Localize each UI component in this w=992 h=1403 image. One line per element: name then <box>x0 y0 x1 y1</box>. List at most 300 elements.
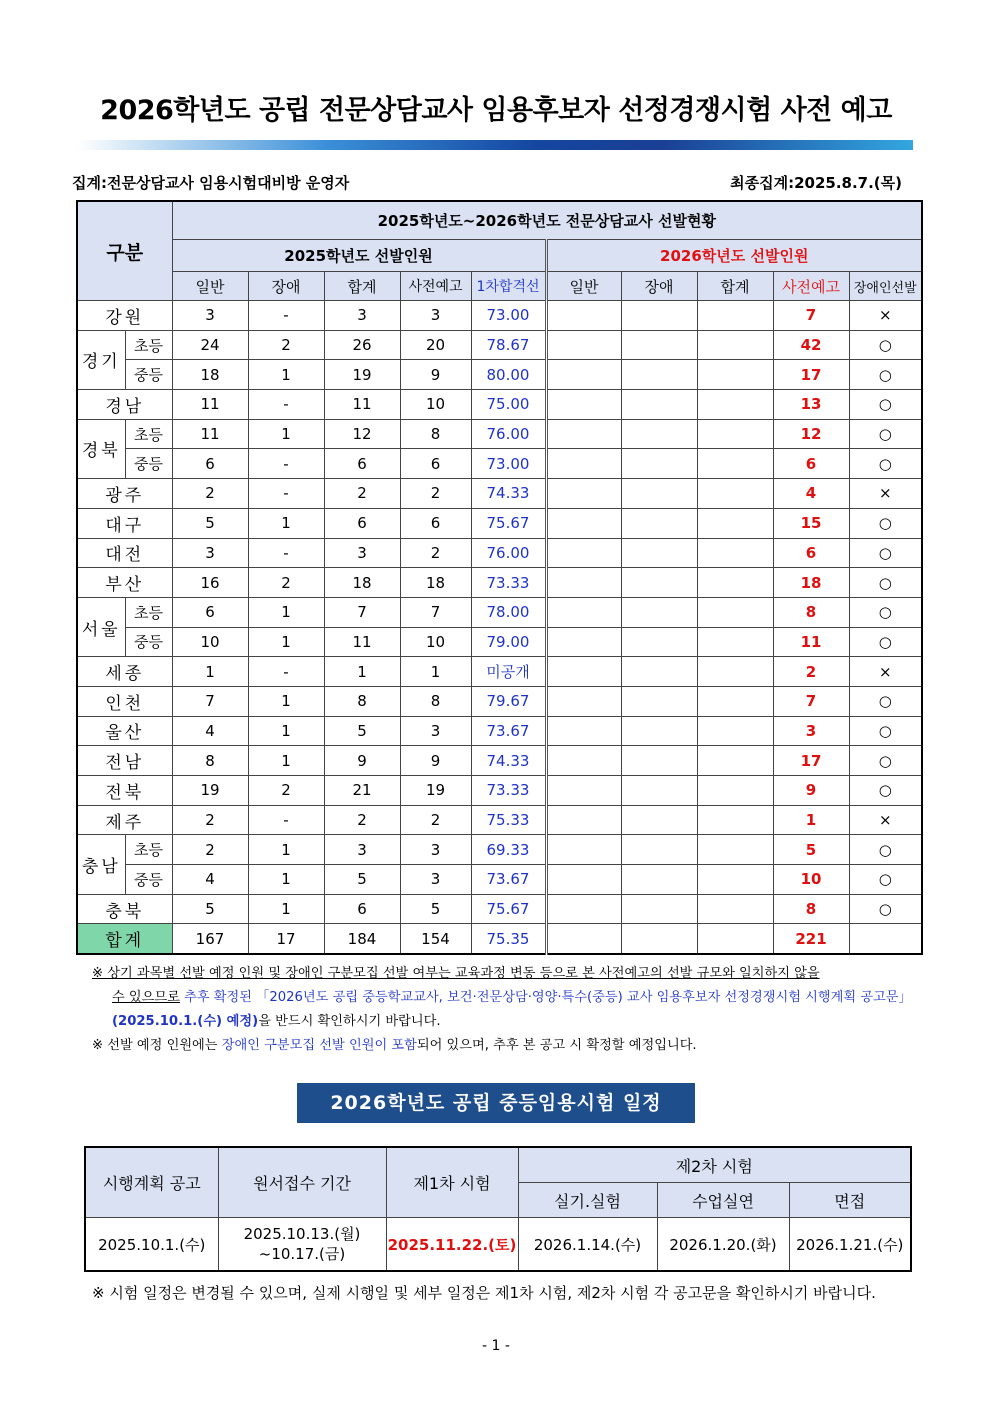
practical-date: 2026.1.14.(수) <box>518 1218 657 1272</box>
cutoff-cell: 73.67 <box>471 716 546 746</box>
table-cell: - <box>248 301 324 331</box>
table-cell: 3 <box>172 538 248 568</box>
table-cell: 6 <box>324 449 400 479</box>
cutoff-cell: 75.33 <box>471 805 546 835</box>
region-cell: 대전 <box>77 538 172 568</box>
table-cell: 2 <box>172 479 248 509</box>
cutoff-cell: 73.00 <box>471 449 546 479</box>
page-title: 2026학년도 공립 전문상담교사 임용후보자 선정경쟁시험 사전 예고 <box>100 95 892 126</box>
empty-cell <box>546 716 621 746</box>
table-cell: 1 <box>248 508 324 538</box>
table-cell: 20 <box>400 330 471 360</box>
table-row <box>77 894 922 924</box>
total-label: 합계 <box>77 924 172 954</box>
preannounce-cell: 1 <box>773 805 849 835</box>
table-row <box>77 568 922 598</box>
empty-cell <box>621 419 697 449</box>
disabled-select-cell: ○ <box>849 508 922 538</box>
preannounce-cell: 8 <box>773 597 849 627</box>
table-cell: 3 <box>400 301 471 331</box>
table-cell: 184 <box>324 924 400 954</box>
empty-cell <box>621 746 697 776</box>
first-exam-header: 제1차 시험 <box>386 1147 518 1218</box>
preannounce-cell: 7 <box>773 301 849 331</box>
table-cell: 10 <box>400 390 471 420</box>
table-cell: 1 <box>400 657 471 687</box>
cutoff-cell: 75.67 <box>471 894 546 924</box>
selection-table <box>76 200 923 955</box>
empty-cell <box>546 776 621 806</box>
table-row <box>77 805 922 835</box>
table-cell: 7 <box>324 597 400 627</box>
region-cell: 인천 <box>77 686 172 716</box>
empty-cell <box>697 627 773 657</box>
subregion-cell: 초등 <box>125 330 172 360</box>
total-row <box>77 924 922 954</box>
disabled-select-cell: ○ <box>849 627 922 657</box>
table-cell: 1 <box>172 657 248 687</box>
col-header: 일반 <box>546 272 621 301</box>
empty-cell <box>621 479 697 509</box>
group-2026-header: 2026학년도 선발인원 <box>546 240 922 272</box>
preannounce-cell: 6 <box>773 449 849 479</box>
table-cell: 8 <box>172 746 248 776</box>
region-cell: 울산 <box>77 716 172 746</box>
table-cell: 1 <box>248 894 324 924</box>
disabled-select-cell: ○ <box>849 894 922 924</box>
empty-cell <box>697 568 773 598</box>
empty-cell <box>546 805 621 835</box>
disabled-select-cell: ○ <box>849 686 922 716</box>
region-cell: 대구 <box>77 508 172 538</box>
note-1: ※ 상기 과목별 선발 예정 인원 및 장애인 구분모집 선발 여부는 교육과정 변동 등으로 본 사전예고의 선발 규모와 일치하지 않을 수 있으므로 추후 확정된 「2026년도 공립 중등학교교사, 보건·전문상담·영양·특수(중등) 교사 임용후보자 선정경쟁시험 시행계획 공고문」 (2025.10.1.(수) 예정)을 반드시 확인하시기 바랍니다. <box>92 966 912 1029</box>
table-cell: 9 <box>324 746 400 776</box>
table-cell: 26 <box>324 330 400 360</box>
empty-cell <box>621 686 697 716</box>
table-cell: 5 <box>324 865 400 895</box>
lesson-header: 수업실연 <box>657 1183 789 1218</box>
preannounce-cell: 15 <box>773 508 849 538</box>
table-cell: 10 <box>172 627 248 657</box>
apply-period: 2025.10.13.(월) ~10.17.(금) <box>218 1218 386 1272</box>
table-cell: 3 <box>324 835 400 865</box>
table-cell: 19 <box>324 360 400 390</box>
disabled-select-cell: × <box>849 657 922 687</box>
table-row <box>77 657 922 687</box>
region-cell: 경기 <box>77 330 125 389</box>
preannounce-cell: 17 <box>773 360 849 390</box>
schedule-title: 2026학년도 공립 중등임용시험 일정 <box>297 1083 695 1123</box>
table-cell: 6 <box>172 597 248 627</box>
empty-cell <box>621 360 697 390</box>
empty-cell <box>621 716 697 746</box>
table-cell: - <box>248 449 324 479</box>
table-cell: 5 <box>172 894 248 924</box>
empty-cell <box>546 746 621 776</box>
table-cell: 1 <box>248 360 324 390</box>
preannounce-cell: 221 <box>773 924 849 954</box>
cutoff-cell: 69.33 <box>471 835 546 865</box>
region-cell: 전북 <box>77 776 172 806</box>
table-row <box>77 390 922 420</box>
main-header: 2025학년도~2026학년도 전문상담교사 선발현황 <box>172 201 922 240</box>
table-cell: 6 <box>400 449 471 479</box>
table-cell: 18 <box>324 568 400 598</box>
table-cell: 10 <box>400 627 471 657</box>
disabled-select-cell: ○ <box>849 390 922 420</box>
empty-cell <box>621 805 697 835</box>
group-2025-header: 2025학년도 선발인원 <box>172 240 546 272</box>
table-cell: 2 <box>248 568 324 598</box>
table-row <box>77 538 922 568</box>
region-cell: 충남 <box>77 835 125 894</box>
col-header: 합계 <box>324 272 400 301</box>
empty-cell <box>697 835 773 865</box>
empty-cell <box>546 924 621 954</box>
table-cell: 1 <box>248 835 324 865</box>
region-cell: 세종 <box>77 657 172 687</box>
table-cell: 18 <box>400 568 471 598</box>
empty-cell <box>546 508 621 538</box>
table-row <box>77 449 922 479</box>
table-cell: 3 <box>400 716 471 746</box>
cutoff-cell: 74.33 <box>471 746 546 776</box>
cutoff-cell: 79.67 <box>471 686 546 716</box>
lesson-date: 2026.1.20.(화) <box>657 1218 789 1272</box>
empty-cell <box>621 924 697 954</box>
table-cell: 1 <box>248 686 324 716</box>
cutoff-cell: 75.67 <box>471 508 546 538</box>
table-cell: 24 <box>172 330 248 360</box>
table-row <box>77 716 922 746</box>
disabled-select-cell: ○ <box>849 568 922 598</box>
category-header: 구분 <box>77 201 172 301</box>
subregion-cell: 중등 <box>125 865 172 895</box>
region-cell: 경북 <box>77 419 125 478</box>
schedule-note: ※ 시험 일정은 변경될 수 있으며, 실제 시행일 및 세부 일정은 제1차 시험, 제2차 시험 각 공고문을 확인하시기 바랍니다. <box>92 1284 876 1302</box>
cutoff-cell: 73.33 <box>471 776 546 806</box>
empty-cell <box>697 865 773 895</box>
empty-cell <box>697 924 773 954</box>
empty-cell <box>697 805 773 835</box>
table-cell: 6 <box>400 508 471 538</box>
table-cell: 3 <box>324 538 400 568</box>
empty-cell <box>621 449 697 479</box>
empty-cell <box>546 597 621 627</box>
compiled-by: 집계:전문상담교사 임용시험대비방 운영자 <box>72 174 350 192</box>
region-cell: 서울 <box>77 597 125 656</box>
table-cell: 2 <box>400 805 471 835</box>
interview-date: 2026.1.21.(수) <box>789 1218 911 1272</box>
table-cell: 3 <box>400 865 471 895</box>
table-cell: 7 <box>400 597 471 627</box>
disabled-select-cell: ○ <box>849 360 922 390</box>
disabled-select-cell: × <box>849 301 922 331</box>
empty-cell <box>697 716 773 746</box>
col-header: 합계 <box>697 272 773 301</box>
empty-cell <box>697 746 773 776</box>
table-row <box>77 835 922 865</box>
empty-cell <box>849 924 922 954</box>
disabled-select-cell: ○ <box>849 597 922 627</box>
subregion-cell: 초등 <box>125 419 172 449</box>
table-row <box>77 419 922 449</box>
disabled-select-cell: ○ <box>849 746 922 776</box>
table-cell: 21 <box>324 776 400 806</box>
table-cell: 167 <box>172 924 248 954</box>
empty-cell <box>621 508 697 538</box>
table-cell: 2 <box>400 538 471 568</box>
preannounce-cell: 11 <box>773 627 849 657</box>
table-cell: 9 <box>400 360 471 390</box>
col-header: 사전예고 <box>773 272 849 301</box>
disabled-select-cell: ○ <box>849 449 922 479</box>
table-cell: 2 <box>324 479 400 509</box>
disabled-select-cell: ○ <box>849 716 922 746</box>
preannounce-cell: 9 <box>773 776 849 806</box>
table-cell: - <box>248 805 324 835</box>
empty-cell <box>621 390 697 420</box>
empty-cell <box>621 627 697 657</box>
first-exam-date: 2025.11.22.(토) <box>386 1218 518 1272</box>
cutoff-cell: 75.35 <box>471 924 546 954</box>
empty-cell <box>546 330 621 360</box>
table-row <box>77 597 922 627</box>
empty-cell <box>546 390 621 420</box>
cutoff-cell: 73.67 <box>471 865 546 895</box>
empty-cell <box>621 835 697 865</box>
disabled-select-cell: ○ <box>849 330 922 360</box>
empty-cell <box>621 865 697 895</box>
table-cell: 8 <box>400 686 471 716</box>
plan-header: 시행계획 공고 <box>85 1147 218 1218</box>
empty-cell <box>697 330 773 360</box>
preannounce-cell: 5 <box>773 835 849 865</box>
table-cell: 1 <box>248 716 324 746</box>
col-header: 1차합격선 <box>471 272 546 301</box>
subregion-cell: 중등 <box>125 627 172 657</box>
region-cell: 충북 <box>77 894 172 924</box>
empty-cell <box>546 419 621 449</box>
disabled-select-cell: ○ <box>849 835 922 865</box>
empty-cell <box>697 479 773 509</box>
empty-cell <box>621 538 697 568</box>
table-cell: 18 <box>172 360 248 390</box>
empty-cell <box>697 301 773 331</box>
table-cell: 2 <box>400 479 471 509</box>
cutoff-cell: 75.00 <box>471 390 546 420</box>
empty-cell <box>621 597 697 627</box>
table-cell: 5 <box>172 508 248 538</box>
table-cell: 2 <box>248 776 324 806</box>
table-cell: 17 <box>248 924 324 954</box>
empty-cell <box>697 894 773 924</box>
preannounce-cell: 18 <box>773 568 849 598</box>
table-row <box>77 479 922 509</box>
empty-cell <box>621 657 697 687</box>
table-cell: 4 <box>172 716 248 746</box>
interview-header: 면접 <box>789 1183 911 1218</box>
table-cell: - <box>248 538 324 568</box>
empty-cell <box>546 360 621 390</box>
table-cell: 8 <box>324 686 400 716</box>
cutoff-cell: 78.00 <box>471 597 546 627</box>
empty-cell <box>697 776 773 806</box>
table-cell: 3 <box>400 835 471 865</box>
table-cell: 1 <box>248 746 324 776</box>
preannounce-cell: 3 <box>773 716 849 746</box>
disabled-select-cell: ○ <box>849 538 922 568</box>
cutoff-cell: 80.00 <box>471 360 546 390</box>
empty-cell <box>546 538 621 568</box>
notes-block <box>92 962 922 1058</box>
table-cell: 5 <box>324 716 400 746</box>
subregion-cell: 초등 <box>125 597 172 627</box>
table-cell: 1 <box>248 865 324 895</box>
cutoff-cell: 73.33 <box>471 568 546 598</box>
preannounce-cell: 13 <box>773 390 849 420</box>
table-row <box>77 360 922 390</box>
cutoff-cell: 79.00 <box>471 627 546 657</box>
region-cell: 전남 <box>77 746 172 776</box>
preannounce-cell: 4 <box>773 479 849 509</box>
empty-cell <box>546 835 621 865</box>
table-cell: 2 <box>324 805 400 835</box>
preannounce-cell: 42 <box>773 330 849 360</box>
table-cell: 1 <box>248 627 324 657</box>
subregion-cell: 중등 <box>125 449 172 479</box>
plan-date: 2025.10.1.(수) <box>85 1218 218 1272</box>
col-header: 장애인선발 <box>849 272 922 301</box>
table-cell: - <box>248 390 324 420</box>
empty-cell <box>621 330 697 360</box>
preannounce-cell: 2 <box>773 657 849 687</box>
empty-cell <box>697 538 773 568</box>
table-cell: 4 <box>172 865 248 895</box>
table-cell: 2 <box>248 330 324 360</box>
preannounce-cell: 6 <box>773 538 849 568</box>
empty-cell <box>546 657 621 687</box>
table-row <box>77 776 922 806</box>
title-underline-bar <box>77 140 913 150</box>
cutoff-cell: 73.00 <box>471 301 546 331</box>
table-row <box>77 746 922 776</box>
col-header: 장애 <box>248 272 324 301</box>
empty-cell <box>621 776 697 806</box>
disabled-select-cell: × <box>849 479 922 509</box>
table-cell: 2 <box>172 805 248 835</box>
table-row <box>77 301 922 331</box>
preannounce-cell: 17 <box>773 746 849 776</box>
empty-cell <box>546 894 621 924</box>
apply-header: 원서접수 기간 <box>218 1147 386 1218</box>
second-exam-header: 제2차 시험 <box>518 1147 911 1183</box>
preannounce-cell: 10 <box>773 865 849 895</box>
table-cell: 12 <box>324 419 400 449</box>
empty-cell <box>697 657 773 687</box>
table-row <box>77 627 922 657</box>
disabled-select-cell: ○ <box>849 776 922 806</box>
empty-cell <box>546 479 621 509</box>
empty-cell <box>697 360 773 390</box>
cutoff-cell: 76.00 <box>471 538 546 568</box>
empty-cell <box>546 449 621 479</box>
page-number: - 1 - <box>482 1338 510 1354</box>
schedule-table <box>84 1146 912 1272</box>
note-2: ※ 선발 예정 인원에는 장애인 구분모집 선발 인원이 포함되어 있으며, 추후 본 공고 시 확정할 예정입니다. <box>92 1038 697 1053</box>
table-cell: 19 <box>172 776 248 806</box>
table-cell: 5 <box>400 894 471 924</box>
table-cell: 1 <box>248 419 324 449</box>
table-cell: 19 <box>400 776 471 806</box>
table-cell: 11 <box>324 390 400 420</box>
empty-cell <box>546 627 621 657</box>
col-header: 일반 <box>172 272 248 301</box>
subregion-cell: 초등 <box>125 835 172 865</box>
table-cell: 11 <box>172 419 248 449</box>
empty-cell <box>697 597 773 627</box>
table-row <box>77 686 922 716</box>
disabled-select-cell: ○ <box>849 419 922 449</box>
empty-cell <box>697 390 773 420</box>
empty-cell <box>621 568 697 598</box>
table-cell: 11 <box>324 627 400 657</box>
preannounce-cell: 12 <box>773 419 849 449</box>
table-cell: - <box>248 479 324 509</box>
col-header: 사전예고 <box>400 272 471 301</box>
preannounce-cell: 8 <box>773 894 849 924</box>
table-cell: 8 <box>400 419 471 449</box>
region-cell: 부산 <box>77 568 172 598</box>
region-cell: 경남 <box>77 390 172 420</box>
table-cell: - <box>248 657 324 687</box>
practical-header: 실기.실험 <box>518 1183 657 1218</box>
table-cell: 7 <box>172 686 248 716</box>
table-cell: 1 <box>324 657 400 687</box>
empty-cell <box>697 419 773 449</box>
region-cell: 강원 <box>77 301 172 331</box>
table-cell: 9 <box>400 746 471 776</box>
region-cell: 제주 <box>77 805 172 835</box>
table-cell: 3 <box>172 301 248 331</box>
cutoff-cell: 76.00 <box>471 419 546 449</box>
table-cell: 1 <box>248 597 324 627</box>
region-cell: 광주 <box>77 479 172 509</box>
subregion-cell: 중등 <box>125 360 172 390</box>
table-row <box>77 865 922 895</box>
empty-cell <box>697 508 773 538</box>
table-cell: 3 <box>324 301 400 331</box>
table-cell: 6 <box>324 894 400 924</box>
empty-cell <box>621 301 697 331</box>
table-row <box>77 508 922 538</box>
compiled-date: 최종집계:2025.8.7.(목) <box>730 174 902 192</box>
table-cell: 6 <box>172 449 248 479</box>
empty-cell <box>546 865 621 895</box>
empty-cell <box>697 449 773 479</box>
cutoff-cell: 78.67 <box>471 330 546 360</box>
empty-cell <box>621 894 697 924</box>
empty-cell <box>697 686 773 716</box>
empty-cell <box>546 686 621 716</box>
disabled-select-cell: × <box>849 805 922 835</box>
preannounce-cell: 7 <box>773 686 849 716</box>
disabled-select-cell: ○ <box>849 865 922 895</box>
cutoff-cell: 74.33 <box>471 479 546 509</box>
cutoff-cell: 미공개 <box>471 657 546 687</box>
col-header: 장애 <box>621 272 697 301</box>
table-cell: 11 <box>172 390 248 420</box>
